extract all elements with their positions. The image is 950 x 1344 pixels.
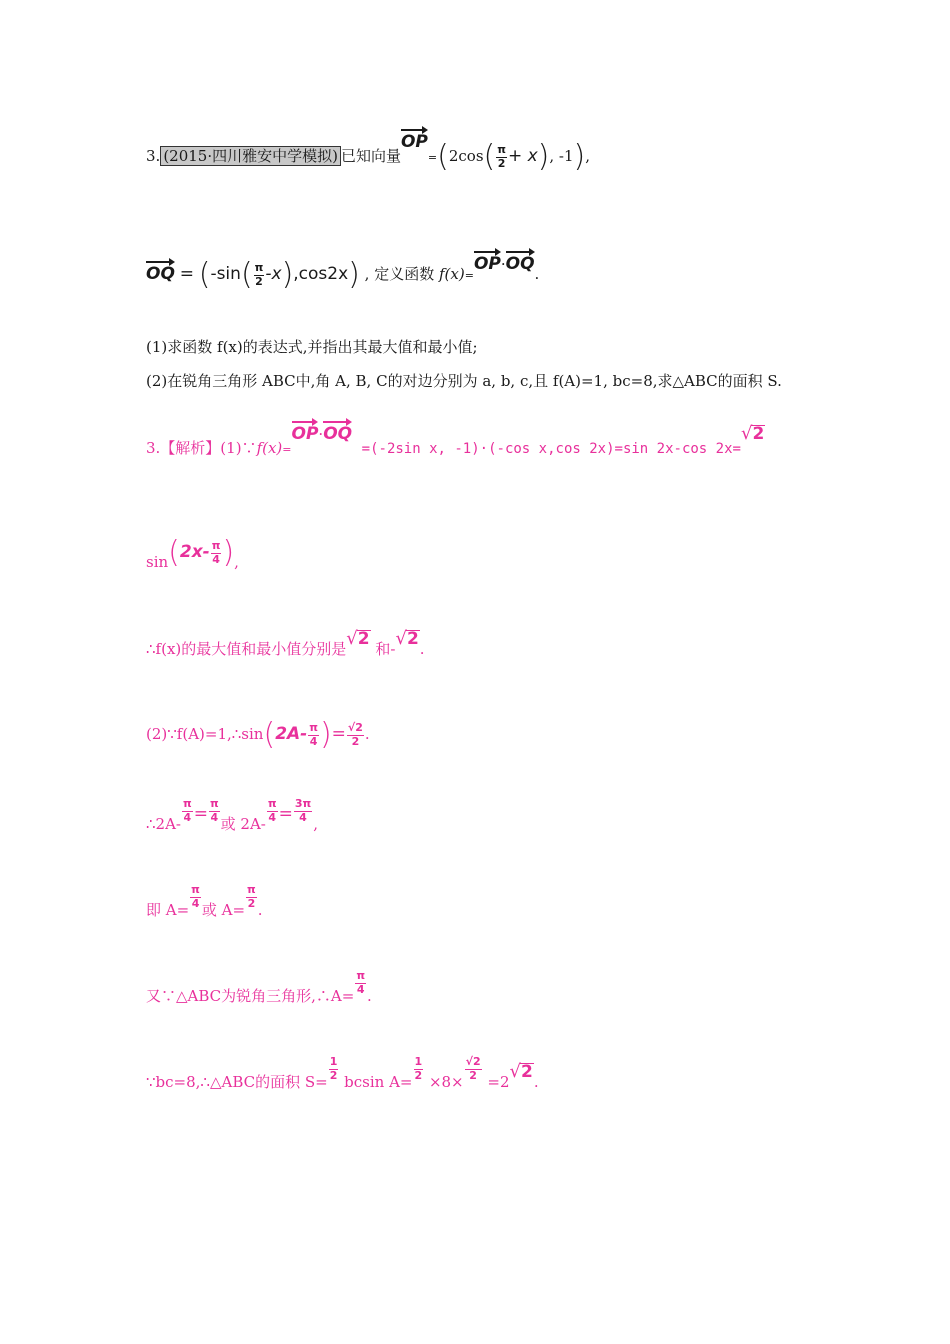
function-fx: f(x) (439, 265, 465, 283)
problem-line-2: OQ = (-sin( $\frac{\pi}{2}$ -x),cos2x) , 定义函数 f(x)=OP·OQ. (146, 258, 539, 290)
solution-line-7: 又∵△ABC为锐角三角形,∴A= $\frac{\pi}{4}$ . (146, 969, 372, 1006)
solution-line-2: sin(2x- $\frac{\pi}{4}$ ), (146, 535, 239, 571)
solution-line-6: 即 A= $\frac{\pi}{4}$ 或 A= $\frac{\pi}{2}$ . (146, 883, 263, 920)
solution-line-1: 3.【解析】(1)∵f(x)=OP·OQ =(-2sin x, -1)·(-cos x,cos 2x)=sin 2x-cos 2x= √ 2 (146, 432, 765, 457)
problem-part-2: (2)在锐角三角形 ABC中,角 A, B, C的对边分别为 a, b, c,且 f(A)=1, bc=8,求△ABC的面积 S. (146, 372, 782, 390)
vector-op: OP (474, 248, 501, 273)
vector-op: OP (292, 418, 319, 443)
sqrt-2: √ 2 (740, 423, 765, 444)
sqrt-2: √ 2 (395, 628, 419, 649)
vector-op: OP (401, 126, 428, 151)
source-tag: (2015·四川雅安中学模拟) (160, 146, 341, 166)
solution-heading: 3.【解析】(1)∵ (146, 439, 257, 457)
problem-line-1: 3. (2015·四川雅安中学模拟) 已知向量OP=(2cos( $\frac{\pi}{2}$ + x), -1), (146, 140, 590, 172)
fraction-pi-2: $\frac{\pi}{2}$ (497, 142, 506, 170)
solution-line-4: (2)∵f(A)=1,∴sin(2A- $\frac{\pi}{4}$ )= $\frac{√2}{2}$ . (146, 717, 370, 752)
problem-number: 3. (146, 147, 161, 165)
solution-line-8: ∵bc=8,∴△ABC的面积 S= $\frac{1}{2}$ bcsin A= $\frac{1}{2}$ ×8× $\frac{√2}{2}$ =2 √ 2 . (146, 1055, 539, 1092)
vector-oq: OQ (323, 418, 352, 443)
sqrt-2: √ 2 (346, 628, 370, 649)
fraction-pi-2: $\frac{\pi}{2}$ (254, 260, 264, 288)
sqrt-2: √ 2 (509, 1061, 533, 1083)
solution-line-3: ∴f(x)的最大值和最小值分别是 √ 2 和- √ 2 . (146, 628, 425, 658)
vector-oq: OQ (506, 248, 535, 273)
vector-oq: OQ (146, 258, 175, 283)
problem-part-1: (1)求函数 f(x)的表达式,并指出其最大值和最小值; (146, 338, 478, 356)
problem-intro: 已知向量 (340, 147, 401, 165)
solution-line-5: ∴2A- $\frac{\pi}{4}$ = $\frac{\pi}{4}$ 或 2A- $\frac{\pi}{4}$ = $\frac{3\pi}{4}$ , (146, 797, 318, 834)
